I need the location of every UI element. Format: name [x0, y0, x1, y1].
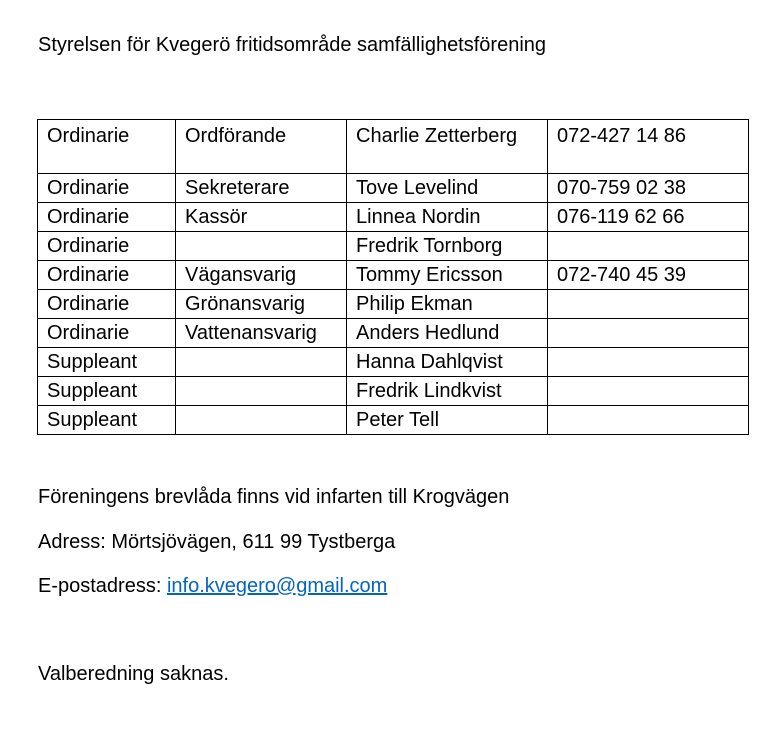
- member-name-cell: Fredrik Lindkvist: [347, 377, 548, 406]
- table-row: [38, 261, 749, 290]
- member-phone-cell: [548, 348, 749, 377]
- member-phone-cell: [548, 377, 749, 406]
- member-phone-cell: [548, 319, 749, 348]
- mailbox-text: Föreningens brevlåda finns vid infarten till Krogvägen: [38, 486, 510, 508]
- page-title: Styrelsen för Kvegerö fritidsområde samfällighetsförening: [38, 34, 547, 56]
- member-name-cell: Peter Tell: [347, 406, 548, 435]
- member-name-cell: Tommy Ericsson: [347, 261, 548, 290]
- member-role-cell: [176, 232, 347, 261]
- table-row: [38, 120, 749, 174]
- member-phone-cell: 070-759 02 38: [548, 174, 749, 203]
- board-table: [37, 119, 749, 435]
- member-phone-cell: 072-427 14 86: [548, 120, 749, 174]
- table-row: [38, 319, 749, 348]
- member-role-cell: [176, 406, 347, 435]
- table-row: [38, 406, 749, 435]
- table-row: [38, 348, 749, 377]
- member-type-cell: Ordinarie: [38, 261, 176, 290]
- email-label: E-postadress:: [38, 575, 167, 597]
- member-phone-cell: 076-119 62 66: [548, 203, 749, 232]
- member-type-cell: Ordinarie: [38, 319, 176, 348]
- table-row: [38, 232, 749, 261]
- member-type-cell: Ordinarie: [38, 232, 176, 261]
- table-row: [38, 203, 749, 232]
- member-type-cell: Suppleant: [38, 406, 176, 435]
- member-role-cell: Sekreterare: [176, 174, 347, 203]
- member-name-cell: Fredrik Tornborg: [347, 232, 548, 261]
- member-phone-cell: 072-740 45 39: [548, 261, 749, 290]
- board-table-body: [38, 120, 749, 435]
- address-text: Adress: Mörtsjövägen, 611 99 Tystberga: [38, 531, 396, 553]
- member-role-cell: Grönansvarig: [176, 290, 347, 319]
- member-role-cell: [176, 348, 347, 377]
- member-name-cell: Hanna Dahlqvist: [347, 348, 548, 377]
- member-type-cell: Ordinarie: [38, 174, 176, 203]
- nomination-text: Valberedning saknas.: [38, 663, 229, 685]
- member-name-cell: Philip Ekman: [347, 290, 548, 319]
- member-name-cell: Charlie Zetterberg: [347, 120, 548, 174]
- member-type-cell: Ordinarie: [38, 203, 176, 232]
- member-phone-cell: [548, 406, 749, 435]
- member-role-cell: Ordförande: [176, 120, 347, 174]
- table-row: [38, 174, 749, 203]
- member-name-cell: Tove Levelind: [347, 174, 548, 203]
- member-phone-cell: [548, 290, 749, 319]
- member-role-cell: Vattenansvarig: [176, 319, 347, 348]
- email-line: [38, 575, 387, 598]
- table-row: [38, 377, 749, 406]
- member-type-cell: Suppleant: [38, 377, 176, 406]
- email-link[interactable]: info.kvegero@gmail.com: [166, 575, 388, 597]
- member-type-cell: Ordinarie: [38, 290, 176, 319]
- member-name-cell: Linnea Nordin: [347, 203, 548, 232]
- member-role-cell: [176, 377, 347, 406]
- member-phone-cell: [548, 232, 749, 261]
- member-role-cell: Kassör: [176, 203, 347, 232]
- member-type-cell: Suppleant: [38, 348, 176, 377]
- member-role-cell: Vägansvarig: [176, 261, 347, 290]
- member-name-cell: Anders Hedlund: [347, 319, 548, 348]
- table-row: [38, 290, 749, 319]
- member-type-cell: Ordinarie: [38, 120, 176, 174]
